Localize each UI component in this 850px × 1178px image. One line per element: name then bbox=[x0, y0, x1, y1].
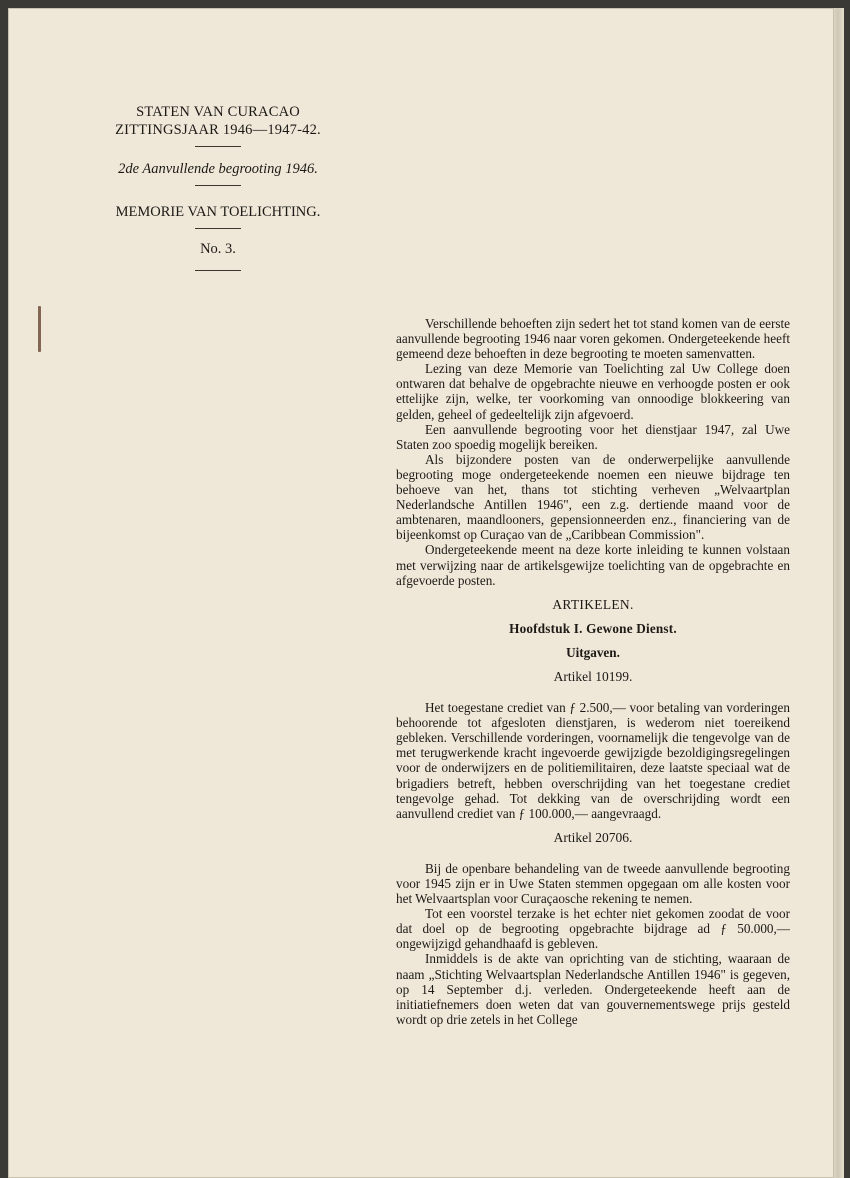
header-title-line1: STATEN VAN CURACAO bbox=[136, 104, 300, 120]
intro-paragraph-5: Ondergeteekende meent na deze korte inleiding te kunnen volstaan met verwijzing naar de artikelsgewijze toelichting van de opgebrachte en afgevoerde posten. bbox=[396, 542, 790, 588]
header-rule-4 bbox=[195, 270, 241, 271]
artikel-10199-paragraph-1: Het toegestane crediet van ƒ 2.500,— voor betaling van vorderingen behoorende tot afgesloten dienstjaren, is wederom niet toereikend gebleken. Verschillende vorderingen, voornamelijk die tengevolge van de met terugwerkende kracht ingevoerde gewijzigde bezoldigingsregelingen voor de onderwijzers en de politiemilitairen, deze laatste speciaal wat de brigadiers betreft, hebben overschrijding van het toegestane crediet tengevolge gehad. Tot dekking van de overschrijding wordt een aanvullend crediet van ƒ 100.000,— aangevraagd. bbox=[396, 700, 790, 821]
heading-hoofdstuk: Hoofdstuk I. Gewone Dienst. bbox=[509, 620, 677, 636]
page-edge bbox=[834, 8, 844, 1178]
heading-artikelen: ARTIKELEN. bbox=[552, 596, 634, 612]
header-rule-2 bbox=[195, 185, 241, 186]
artikel-20706-paragraph-2: Tot een voorstel terzake is het echter niet gekomen zoodat de voor dat doel op de begrooting opgebrachte bijdrage ad ƒ 50.000,— ongewijzigd gehandhaafd is gebleven. bbox=[396, 906, 790, 952]
header-memorie: MEMORIE VAN TOELICHTING. bbox=[115, 204, 321, 220]
intro-paragraph-2: Lezing van deze Memorie van Toelichting zal Uw College doen ontwaren dat behalve de opgebrachte nieuwe en verhoogde posten er ook ettelijke zijn, welke, ter voorkoming van onnoodige blokkeering van gelden, geheel of gedeeltelijk zijn afgevoerd. bbox=[396, 361, 790, 422]
intro-paragraph-1: Verschillende behoeften zijn sedert het tot stand komen van de eerste aanvullende begrooting 1946 naar voren gekomen. Ondergeteekende heeft gemeend deze behoeften in deze begrooting te moeten samenvatten. bbox=[396, 316, 790, 362]
header-rule-3 bbox=[195, 228, 241, 229]
document-page bbox=[8, 8, 834, 1178]
header-rule-1 bbox=[195, 146, 241, 147]
heading-artikel-20706: Artikel 20706. bbox=[553, 829, 633, 845]
intro-paragraph-3: Een aanvullende begrooting voor het dienstjaar 1947, zal Uwe Staten zoo spoedig mogelijk bereiken. bbox=[396, 421, 790, 452]
artikel-20706-paragraph-1: Bij de openbare behandeling van de tweede aanvullende begrooting voor 1945 zijn er in Uwe Staten stemmen opgegaan om alle kosten voor het Welvaartsplan voor Curaçaosche rekening te nemen. bbox=[396, 860, 790, 907]
artikel-20706-paragraph-3: Inmiddels is de akte van oprichting van de stichting, waaraan de naam „Stichting Welvaartsplan Nederlandsche Antillen 1946" is gegeven, op 14 September d.j. verleden. Ondergeteekende heeft aan de initiatiefnemers doen weten dat van gouvernementswege prijs gesteld wordt op drie zetels in het College bbox=[396, 951, 790, 1027]
margin-ink-mark bbox=[38, 306, 41, 352]
header-subtitle: 2de Aanvullende begrooting 1946. bbox=[118, 161, 318, 177]
header-title-line2: ZITTINGSJAAR 1946—1947-42. bbox=[115, 122, 321, 138]
header-number: No. 3. bbox=[200, 241, 236, 257]
document-header bbox=[78, 103, 358, 271]
intro-paragraph-4: Als bijzondere posten van de onderwerpelijke aanvullende begrooting moge ondergeteekende noemen een nieuwe bijdrage ten behoeve van het, thans tot stichting verheven „Welvaartplan Nederlandsche Antillen 1946", een z.g. dertiende maand voor de ambtenaren, maandlooners, gepensionneerden enz., financiering van de bijeenkomst op Curaçao van de „Caribbean Commission". bbox=[396, 451, 790, 543]
heading-artikel-10199: Artikel 10199. bbox=[553, 668, 633, 684]
heading-uitgaven: Uitgaven. bbox=[566, 644, 620, 660]
document-body bbox=[396, 316, 790, 1027]
